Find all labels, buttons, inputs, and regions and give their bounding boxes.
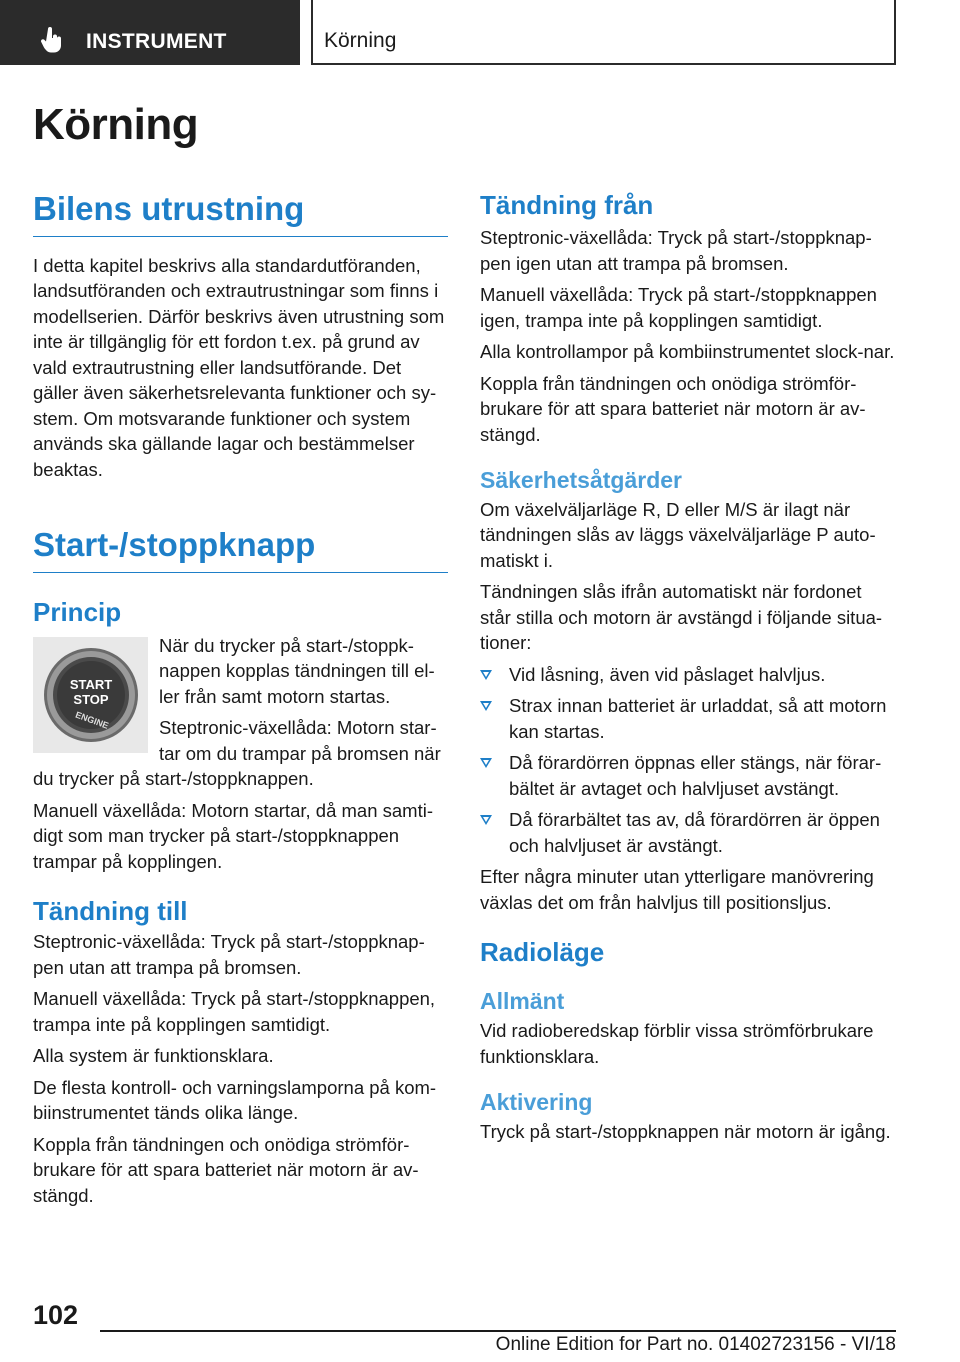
list-item-text: Strax innan batteriet är urladdat, så att motorn kan startas. xyxy=(509,695,887,742)
bullet-triangle-icon xyxy=(480,701,492,711)
subsection-title-radiolage: Radioläge xyxy=(480,937,605,968)
button-label-engine: ENGINE xyxy=(73,709,110,731)
subsection-title-princip: Princip xyxy=(33,597,122,628)
start-stop-button-image xyxy=(33,637,148,753)
header-chapter-box xyxy=(311,0,896,65)
paragraph-till-1: Steptronic-växellåda: Tryck på start-/stoppknap-pen utan att trampa på bromsen. xyxy=(33,931,425,978)
page-number: 102 xyxy=(33,1300,79,1330)
list-item xyxy=(480,750,896,801)
subsection-title-tandning-fran: Tändning från xyxy=(480,190,654,220)
paragraph-fran-1: Steptronic-växellåda: Tryck på start-/stoppknap-pen igen utan att trampa på bromsen. xyxy=(480,227,872,274)
header-section-tab xyxy=(0,0,300,65)
paragraph-princip-3: Manuell växellåda: Motorn startar, då man samti-digt som man trycker på start-/stoppknappen trampar på kopplingen. xyxy=(33,799,433,872)
left-column xyxy=(33,190,448,1208)
subsection-title-aktivering: Aktivering xyxy=(480,1089,593,1116)
section-title-start-stoppknapp: Start-/stoppknapp xyxy=(33,526,448,573)
paragraph-till-2: Manuell växellåda: Tryck på start-/stoppknappen, trampa inte på kopplingen samtidigt. xyxy=(33,988,436,1035)
paragraph-allmant: Vid radioberedskap förblir vissa strömförbrukare funktionsklara. xyxy=(480,1020,874,1067)
paragraph-princip-1: När du trycker på start-/stoppk-nappen kopplas tändningen till el-ler från samt motorn startas. xyxy=(159,634,435,707)
paragraph-till-5: Koppla från tändningen och onödiga strömför-brukare för att spara batteriet när motorn är av-stängd. xyxy=(33,1133,419,1206)
paragraph-bilens-utrustning: I detta kapitel beskrivs alla standardutföranden, landsutföranden och extrautrustningar som finns i modellserien. Därför beskrivs även utrustning som inte är tillgänglig för ett fordon t.ex. på grund av vald extrautrustning eller landsutförande. Det gäller även säkerhetsrelevanta funktioner och sy-stem. Om motsvarande funktioner och system används ska gällande lagar och bestämmelser beaktas. xyxy=(33,254,445,480)
paragraph-fran-3: Alla kontrollampor på kombiinstrumentet slock-nar. xyxy=(480,341,895,363)
princip-block xyxy=(33,633,448,792)
subsection-title-sakerhetsatgarder: Säkerhetsåtgärder xyxy=(480,467,682,494)
paragraph-aktivering: Tryck på start-/stoppknappen när motorn är igång. xyxy=(480,1120,891,1142)
bullet-triangle-icon xyxy=(480,815,492,825)
paragraph-till-3: Alla system är funktionsklara. xyxy=(33,1045,274,1067)
subsection-title-allmant: Allmänt xyxy=(480,988,565,1015)
start-stop-button-icon xyxy=(41,645,141,745)
paragraph-sak-2: Tändningen slås ifrån automatiskt när fordonet står stilla och motorn är avstängd i följande situa-tioner: xyxy=(480,581,883,654)
list-item xyxy=(480,693,896,744)
section-title-bilens-utrustning: Bilens utrustning xyxy=(33,190,448,237)
list-item-text: Då förardörren öppnas eller stängs, när förar-bältet är avtaget och halvljuset avstängt. xyxy=(509,752,882,799)
list-item-text: Då förarbältet tas av, då förardörren är öppen och halvljuset är avstängt. xyxy=(509,809,880,856)
button-label-start: START xyxy=(69,676,112,692)
header-section-label: INSTRUMENT xyxy=(86,30,227,53)
footer-divider xyxy=(100,1330,896,1332)
paragraph-till-4: De flesta kontroll- och varningslamporna på kom-biinstrumentet tänds olika länge. xyxy=(33,1076,437,1124)
paragraph-princip-2: Steptronic-växellåda: Motorn star-tar om du trampar på bromsen när du trycker på start-/stoppknappen. xyxy=(33,717,441,790)
paragraph-fran-2: Manuell växellåda: Tryck på start-/stoppknappen igen, trampa inte på kopplingen samtidigt. xyxy=(480,284,877,331)
list-item-text: Vid låsning, även vid påslaget halvljus. xyxy=(509,663,826,685)
list-item xyxy=(480,807,896,858)
bullet-triangle-icon xyxy=(480,758,492,768)
page-title: Körning xyxy=(33,100,199,149)
hand-pointer-icon xyxy=(40,27,64,55)
subsection-title-tandning-till: Tändning till xyxy=(33,896,188,927)
bullet-triangle-icon xyxy=(480,670,492,680)
footer-edition-text: Online Edition for Part no. 01402723156 - VI/18 xyxy=(495,1334,896,1355)
header-chapter-label: Körning xyxy=(324,29,397,52)
paragraph-fran-4: Koppla från tändningen och onödiga strömför-brukare för att spara batteriet när motorn är av-stängd. xyxy=(480,372,866,445)
list-item xyxy=(480,662,896,688)
paragraph-sak-1: Om växelväljarläge R, D eller M/S är ilagt när tändningen slås av läggs växelväljarläge P auto-matiskt i. xyxy=(480,498,876,571)
right-column xyxy=(480,190,896,1144)
paragraph-sak-3: Efter några minuter utan ytterligare manövrering växlas det om från halvljus till positionsljus. xyxy=(480,866,874,913)
button-label-stop: STOP xyxy=(72,691,109,707)
